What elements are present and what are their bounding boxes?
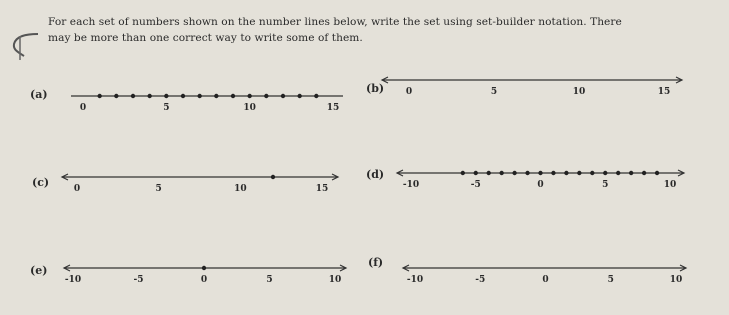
number-line-d-tick-label: 0	[537, 180, 544, 190]
number-line-c-tick-label: 0	[73, 184, 81, 194]
number-line-e-tick-label: -5	[133, 275, 144, 285]
number-line-c-tick-label: 15	[315, 184, 329, 194]
number-line-f-tick-label: 10	[669, 275, 683, 285]
number-line-d-tick-label: -5	[470, 180, 481, 190]
number-line-e-tick-label: 0	[200, 275, 208, 285]
problem-e-label: (e)	[30, 264, 48, 277]
number-line-e-tick-label: 10	[328, 275, 342, 285]
number-line-d-tick-label: 5	[602, 180, 609, 190]
number-line-a-tick-label: 5	[163, 103, 170, 113]
number-line-b-tick-label: 10	[572, 87, 586, 97]
number-line-f-tick-label: 0	[542, 275, 549, 285]
problem-a-label: (a)	[30, 88, 48, 101]
number-line-f-tick-label: -5	[475, 275, 486, 285]
number-line-a-tick-label: 15	[326, 103, 340, 113]
number-line-c-tick-label: 10	[234, 184, 247, 194]
problem-d-label: (d)	[366, 168, 385, 181]
problem-c-label: (c)	[32, 176, 50, 189]
number-line-e-tick-label: 5	[266, 275, 273, 285]
number-line-a-tick-label: 10	[243, 103, 256, 113]
number-line-b-tick-label: 5	[490, 87, 498, 97]
problem-b-label: (b)	[366, 82, 385, 95]
number-line-f-tick-label: 5	[607, 275, 614, 285]
number-line-b-tick-label: 0	[405, 87, 413, 97]
number-line-b-tick-label: 15	[657, 87, 671, 97]
number-line-a-tick-label: 0	[79, 103, 87, 113]
number-line-d-tick-label: 10	[663, 180, 677, 190]
instructions-line-2: may be more than one correct way to write some of them.	[48, 32, 363, 44]
number-line-e-tick-label: -10	[64, 275, 82, 285]
number-line-d-tick-label: -10	[402, 180, 420, 190]
instructions-line-1: For each set of numbers shown on the number lines below, write the set using set-builder notation. There	[48, 16, 622, 28]
number-line-f-tick-label: -10	[406, 275, 424, 285]
number-line-c-tick-label: 5	[155, 184, 162, 194]
problem-f-label: (f)	[368, 256, 384, 269]
